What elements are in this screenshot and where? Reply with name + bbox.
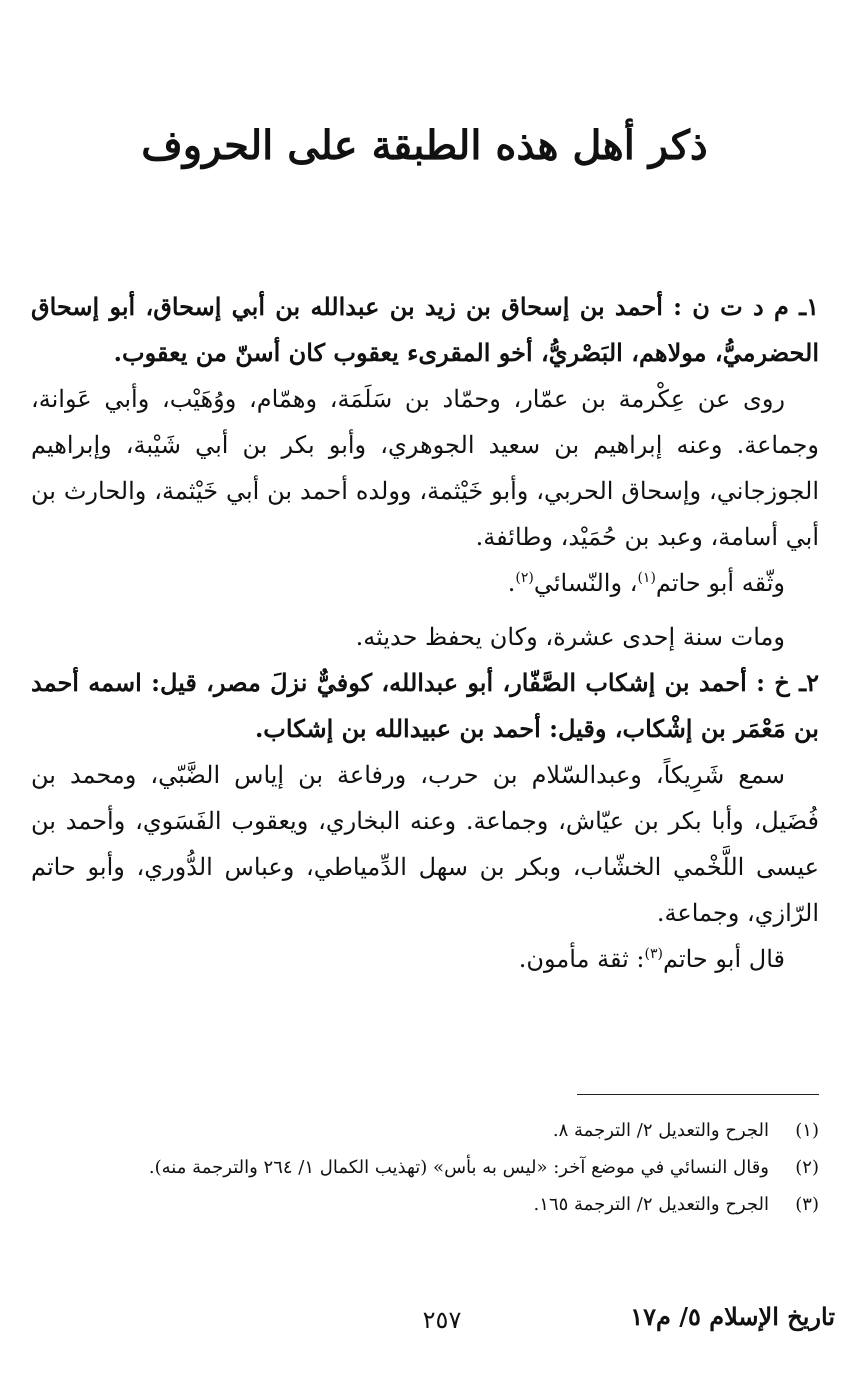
main-text [31,284,819,982]
footnote-number: (٣) [795,1194,819,1215]
footnote-ref-1: (١) [637,570,656,586]
footnote-ref-2: (٢) [515,570,534,586]
footnote-number: (٢) [795,1157,819,1178]
footnote-divider [577,1094,819,1095]
entry-2-authentication-text-2: : ثقة مأمون. [518,945,645,973]
entry-2-heading: ٢ـ خ : أحمد بن إشكاب الصَّفّار، أبو عبدالله، كوفيٌّ نزلَ مصر، قيل: اسمه أحمد بن مَعْمَر بن إشْكاب، وقيل: أحمد بن عبيدالله بن إشكاب. [31,668,819,743]
entry-2-authentication-text: قال أبو حاتم [662,945,785,973]
footnote-number: (١) [795,1120,819,1141]
entry-1-death: ومات سنة إحدى عشرة، وكان يحفظ حديثه. [355,623,785,651]
entry-1-heading: ١ـ م د ت ن : أحمد بن إسحاق بن زيد بن عبدالله بن أبي إسحاق، أبو إسحاق الحضرميُّ، مولاهم، البَصْريُّ، أخو المقرىء يعقوب كان أسنّ من يعقوب. [31,292,819,367]
footnote-item [19,1186,819,1223]
footnote-item [19,1149,819,1186]
section-title: ذكر أهل هذه الطبقة على الحروف [141,122,708,169]
footnote-ref-3: (٣) [644,946,663,962]
running-title: تاريخ الإسلام ٥/ م١٧ [630,1302,835,1331]
footnote-text: الجرح والتعديل ٢/ الترجمة ١٦٥. [533,1194,769,1215]
entry-1-narrators: روى عن عِكْرمة بن عمّار، وحمّاد بن سَلَمَة، وهمّام، ووُهَيْب، وأبي عَوانة، وجماعة. وعنه إبراهيم بن سعيد الجوهري، وأبو بكر بن أبي شَيْبة، وإبراهيم الجوزجاني، وإسحاق الحربي، وأبو خَيْثمة، وولده أحمد بن أبي خَيْثمة، والحارث بن أبي أسامة، وعبد بن حُمَيْد، وطائفة. [31,385,819,551]
entry-2-narrators: سمع شَرِيكاً، وعبدالسّلام بن حرب، ورفاعة بن إياس الضَّبّي، ومحمد بن فُضَيل، وأبا بكر بن عيّاش، وجماعة. وعنه البخاري، ويعقوب الفَسَوي، وأحمد بن عيسى اللَّخْمي الخشّاب، وبكر بن سهل الدِّمياطي، وعباس الدُّوري، وأبو حاتم الرّازي، وجماعة. [31,761,819,927]
entry-2-authentication [31,936,819,982]
entry-1-authentication [31,560,819,606]
page-number: ٢٥٧ [422,1306,462,1334]
footnote-text: وقال النسائي في موضع آخر: «ليس به بأس» (تهذيب الكمال ١/ ٢٦٤ والترجمة منه). [148,1157,769,1178]
footnote-text: الجرح والتعديل ٢/ الترجمة ٨. [552,1120,769,1141]
footnotes [19,1112,819,1223]
entry-1-authentication-end: . [507,569,516,597]
entry-1-authentication-text: وثّقه أبو حاتم [655,569,785,597]
entry-1-authentication-text-2: ، والنّسائي [533,569,638,597]
spacer [31,606,819,614]
footnote-item [19,1112,819,1149]
